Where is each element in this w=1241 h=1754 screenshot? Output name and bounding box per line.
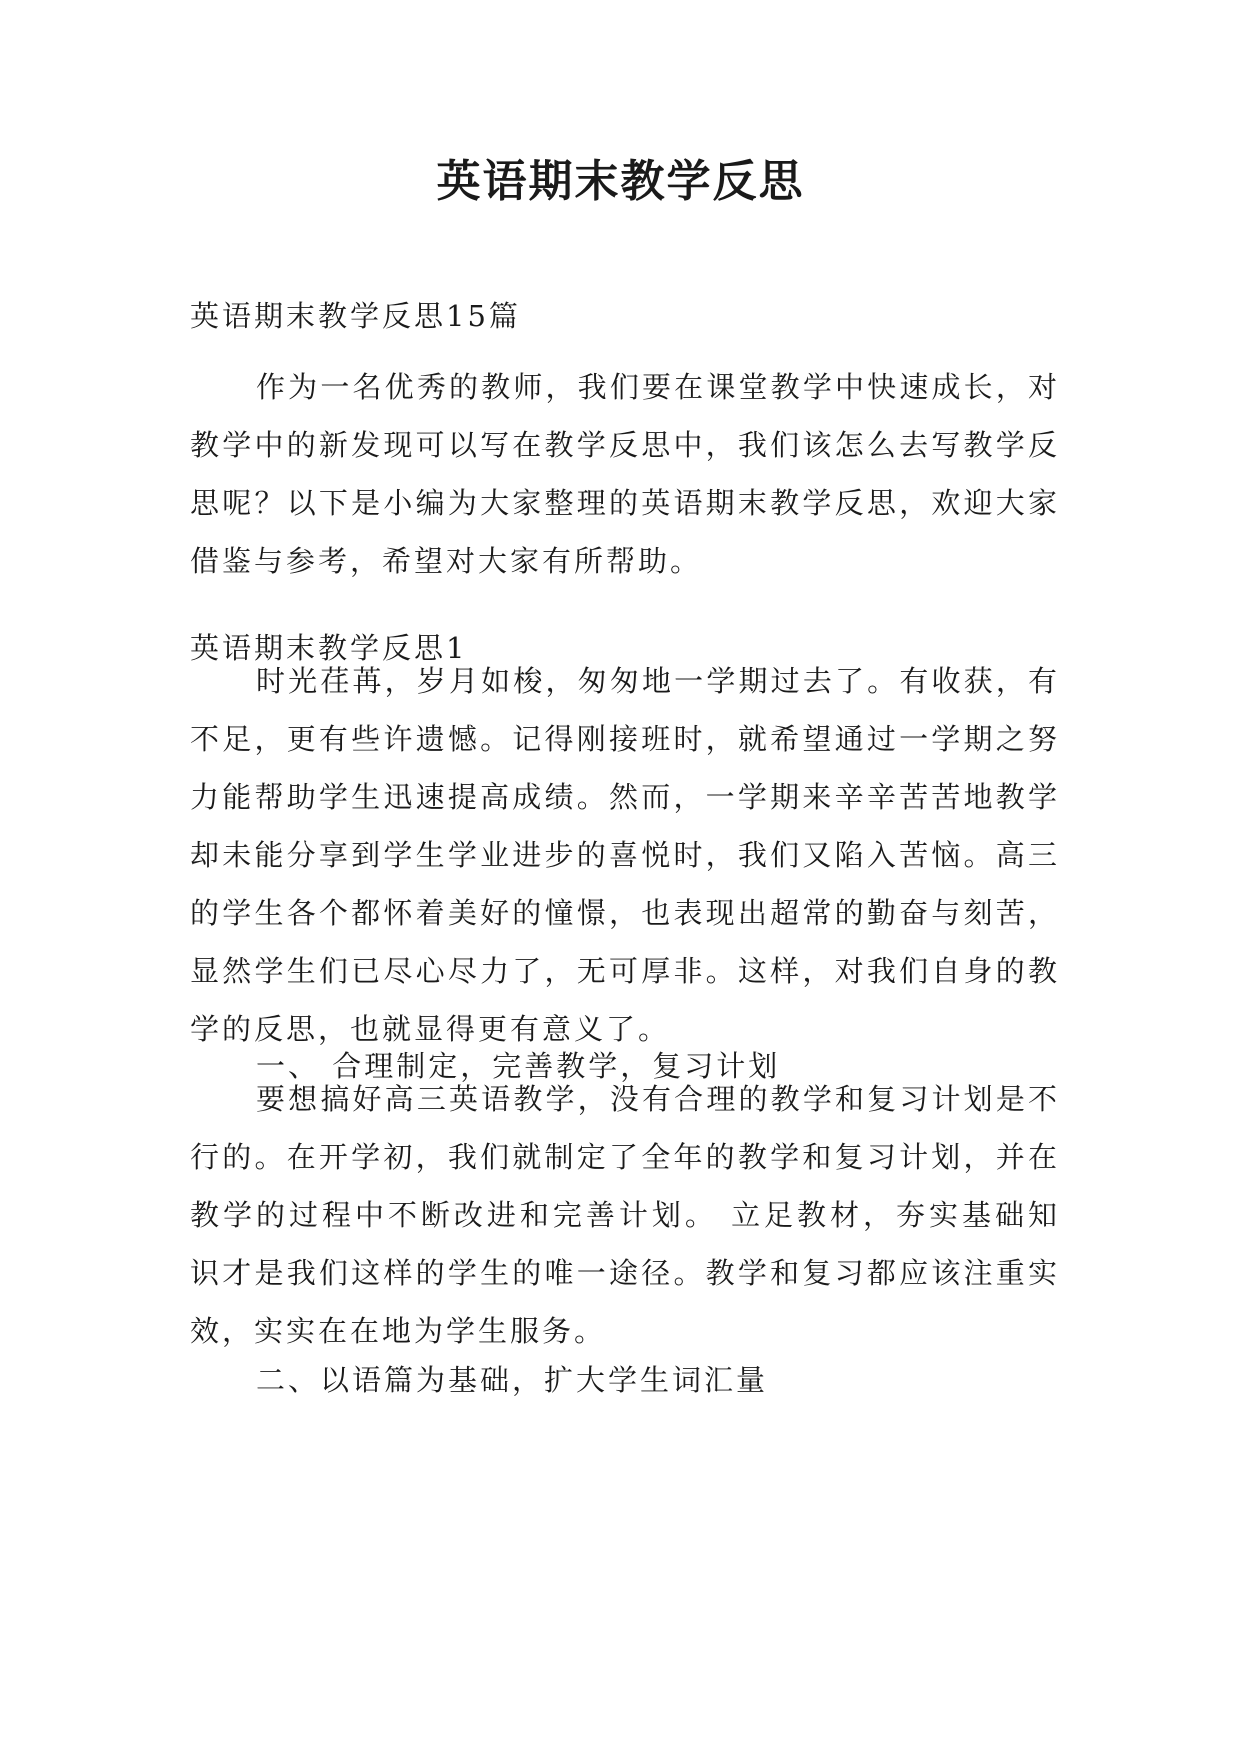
point-heading: 一、 合理制定，完善教学，复习计划 xyxy=(256,1049,781,1083)
point-heading: 二、以语篇为基础，扩大学生词汇量 xyxy=(256,1363,769,1397)
section-paragraph: 时光荏苒，岁月如梭，匆匆地一学期过去了。有收获，有不足，更有些许遗憾。记得刚接班时，就希望通过一学期之努力能帮助学生迅速提高成绩。然而，一学期来辛辛苦苦地教学却未能分享到学生学业进步的喜悦时，我们又陷入苦恼。高三的学生各个都怀着美好的憧憬，也表现出超常的勤奋与刻苦，显然学生们已尽心尽力了，无可厚非。这样，对我们自身的教学的反思，也就显得更有意义了。 xyxy=(190,664,1060,1046)
document-subtitle: 英语期末教学反思15篇 xyxy=(190,299,521,333)
section-heading: 英语期末教学反思1 xyxy=(190,631,468,665)
intro-paragraph: 作为一名优秀的教师，我们要在课堂教学中快速成长，对教学中的新发现可以写在教学反思中，我们该怎么去写教学反思呢？以下是小编为大家整理的英语期末教学反思，欢迎大家借鉴与参考，希望对大家有所帮助。 xyxy=(190,370,1060,578)
document-title: 英语期末教学反思 xyxy=(436,156,805,207)
point-paragraph: 要想搞好高三英语教学，没有合理的教学和复习计划是不行的。在开学初，我们就制定了全年的教学和复习计划，并在教学的过程中不断改进和完善计划。 立足教材，夯实基础知识才是我们这样的学生的唯一途径。教学和复习都应该注重实效，实实在在地为学生服务。 xyxy=(190,1082,1060,1348)
